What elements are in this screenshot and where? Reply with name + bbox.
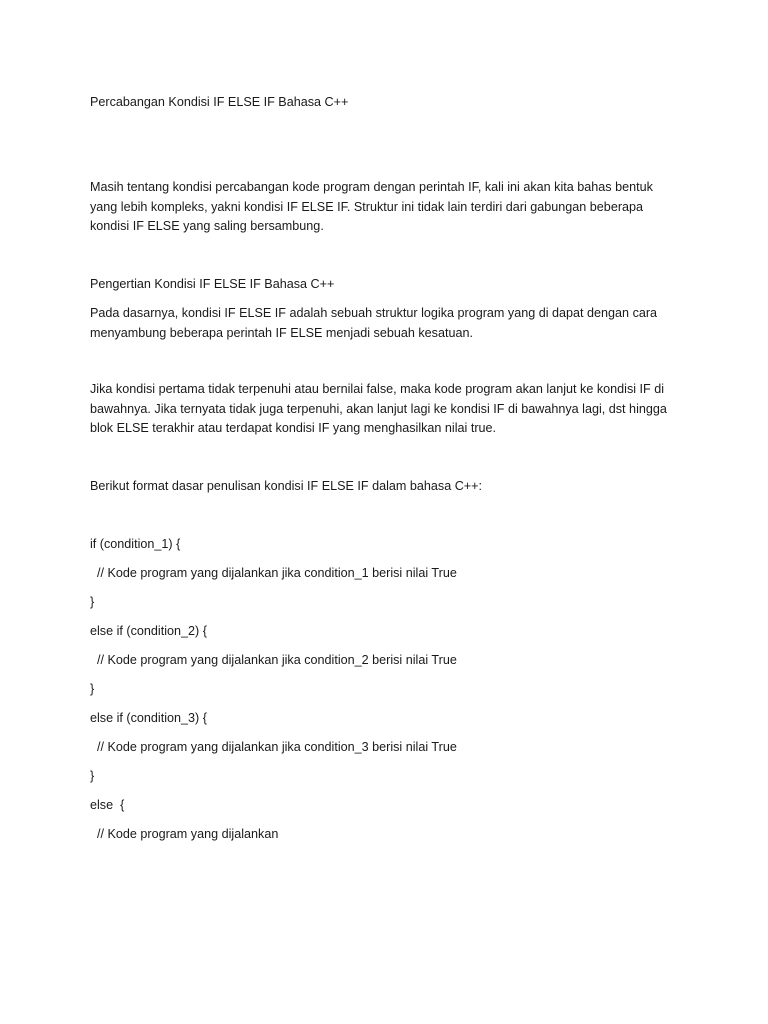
- code-line: if (condition_1) {: [90, 537, 181, 551]
- definition-line: Pada dasarnya, kondisi IF ELSE IF adalah sebuah struktur logika program yang di dapat dengan cara: [90, 306, 658, 320]
- code-line: else if (condition_2) {: [90, 624, 207, 638]
- code-line: // Kode program yang dijalankan: [90, 827, 279, 841]
- explanation-paragraph: [90, 380, 680, 439]
- intro-line: yang lebih kompleks, yakni kondisi IF ELSE IF. Struktur ini tidak lain terdiri dari gabungan beberapa: [90, 199, 644, 214]
- definition-paragraph: [90, 304, 680, 343]
- explanation-line: Jika kondisi pertama tidak terpenuhi atau bernilai false, maka kode program akan lanjut ke kondisi IF di: [90, 382, 665, 396]
- code-line: }: [90, 595, 95, 609]
- code-line: }: [90, 769, 95, 783]
- code-line: // Kode program yang dijalankan jika condition_1 berisi nilai True: [90, 566, 457, 580]
- code-line: else if (condition_3) {: [90, 711, 207, 725]
- code-line: else {: [90, 798, 125, 812]
- definition-line: menyambung beberapa perintah IF ELSE menjadi sebuah kesatuan.: [90, 325, 473, 340]
- format-intro: Berikut format dasar penulisan kondisi IF ELSE IF dalam bahasa C++:: [90, 479, 483, 493]
- code-line: }: [90, 682, 95, 696]
- code-line: // Kode program yang dijalankan jika condition_2 berisi nilai True: [90, 653, 457, 667]
- section-heading: Pengertian Kondisi IF ELSE IF Bahasa C++: [90, 277, 335, 291]
- intro-paragraph: [90, 178, 680, 237]
- intro-line: kondisi IF ELSE yang saling bersambung.: [90, 219, 324, 233]
- explanation-line: blok ELSE terakhir atau terdapat kondisi IF yang menghasilkan nilai true.: [90, 421, 497, 435]
- code-line: // Kode program yang dijalankan jika condition_3 berisi nilai True: [90, 740, 457, 754]
- explanation-line: bawahnya. Jika ternyata tidak juga terpenuhi, akan lanjut lagi ke kondisi IF di bawahnya lagi, dst hingga: [90, 401, 667, 416]
- document-title: Percabangan Kondisi IF ELSE IF Bahasa C++: [90, 95, 349, 109]
- intro-line: Masih tentang kondisi percabangan kode program dengan perintah IF, kali ini akan kita bahas bentuk: [90, 180, 653, 194]
